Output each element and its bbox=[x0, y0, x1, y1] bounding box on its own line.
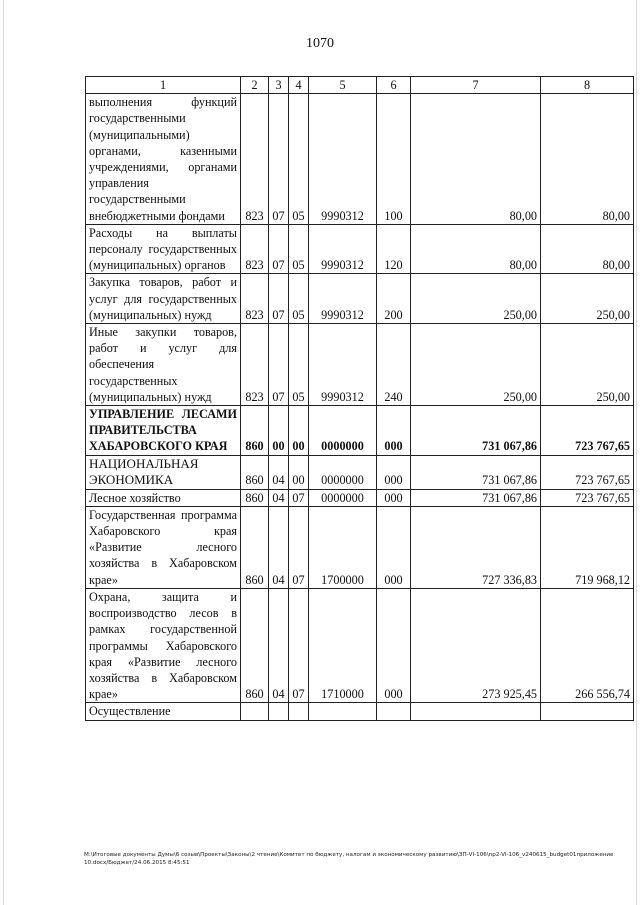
row-value-cell: 00 bbox=[289, 406, 309, 456]
row-value-cell: 266 556,74 bbox=[541, 588, 634, 702]
row-value-cell: 823 bbox=[241, 94, 269, 225]
row-value-cell: 727 336,83 bbox=[411, 506, 541, 588]
row-value-cell: 9990312 bbox=[309, 224, 377, 274]
row-name-cell: УПРАВЛЕНИЕ ЛЕСАМИ ПРАВИТЕЛЬСТВА ХАБАРОВСКОГО КРАЯ bbox=[86, 406, 241, 456]
row-value-cell bbox=[309, 703, 377, 720]
row-value-cell: 0000000 bbox=[309, 406, 377, 456]
header-cell: 1 bbox=[86, 77, 241, 94]
row-value-cell bbox=[241, 703, 269, 720]
row-value-cell: 9990312 bbox=[309, 274, 377, 324]
row-value-cell: 000 bbox=[377, 588, 411, 702]
row-value-cell: 05 bbox=[289, 274, 309, 324]
table-row bbox=[86, 324, 634, 406]
row-value-cell bbox=[377, 703, 411, 720]
header-cell: 6 bbox=[377, 77, 411, 94]
row-value-cell: 731 067,86 bbox=[411, 489, 541, 506]
row-value-cell bbox=[289, 703, 309, 720]
row-value-cell: 860 bbox=[241, 489, 269, 506]
header-cell: 7 bbox=[411, 77, 541, 94]
row-value-cell: 00 bbox=[269, 406, 289, 456]
row-value-cell: 120 bbox=[377, 224, 411, 274]
row-value-cell: 000 bbox=[377, 506, 411, 588]
table-row bbox=[86, 506, 634, 588]
row-value-cell: 000 bbox=[377, 406, 411, 456]
header-cell: 5 bbox=[309, 77, 377, 94]
row-name-cell: Закупка товаров, работ и услуг для государственных (муниципальных) нужд bbox=[86, 274, 241, 324]
row-name-cell: выполнения функций государственными (муниципальными) органами, казенными учреждениями, органами управления государственными внебюджетными фондами bbox=[86, 94, 241, 225]
row-name-cell: Охрана, защита и воспроизводство лесов в рамках государственной программы Хабаровского края «Развитие лесного хозяйства в Хабаровском крае» bbox=[86, 588, 241, 702]
row-value-cell bbox=[269, 703, 289, 720]
table-body bbox=[86, 77, 634, 721]
row-name-cell: Осуществление bbox=[86, 703, 241, 720]
table-row bbox=[86, 274, 634, 324]
row-value-cell: 07 bbox=[289, 506, 309, 588]
row-value-cell: 100 bbox=[377, 94, 411, 225]
row-value-cell: 723 767,65 bbox=[541, 455, 634, 489]
header-row bbox=[86, 77, 634, 94]
row-value-cell: 731 067,86 bbox=[411, 455, 541, 489]
table-row bbox=[86, 224, 634, 274]
row-name-cell: Расходы на выплаты персоналу государственных (муниципальных) органов bbox=[86, 224, 241, 274]
row-value-cell: 1710000 bbox=[309, 588, 377, 702]
table-row bbox=[86, 406, 634, 456]
row-value-cell bbox=[411, 703, 541, 720]
row-value-cell: 273 925,45 bbox=[411, 588, 541, 702]
row-value-cell: 05 bbox=[289, 94, 309, 225]
row-value-cell: 000 bbox=[377, 489, 411, 506]
page-number: 1070 bbox=[306, 36, 334, 51]
row-value-cell: 07 bbox=[269, 224, 289, 274]
row-value-cell: 07 bbox=[269, 324, 289, 406]
row-value-cell: 07 bbox=[289, 489, 309, 506]
row-value-cell: 04 bbox=[269, 455, 289, 489]
row-value-cell: 80,00 bbox=[541, 94, 634, 225]
row-value-cell: 04 bbox=[269, 489, 289, 506]
header-cell: 2 bbox=[241, 77, 269, 94]
row-value-cell: 04 bbox=[269, 588, 289, 702]
row-value-cell: 80,00 bbox=[411, 224, 541, 274]
row-value-cell: 860 bbox=[241, 455, 269, 489]
table-row bbox=[86, 489, 634, 506]
row-name-cell: Иные закупки товаров, работ и услуг для обеспечения государственных (муниципальных) нужд bbox=[86, 324, 241, 406]
budget-table bbox=[85, 76, 634, 721]
row-value-cell: 80,00 bbox=[411, 94, 541, 225]
row-value-cell: 04 bbox=[269, 506, 289, 588]
row-value-cell bbox=[541, 703, 634, 720]
row-value-cell: 200 bbox=[377, 274, 411, 324]
row-value-cell: 823 bbox=[241, 324, 269, 406]
row-value-cell: 0000000 bbox=[309, 489, 377, 506]
row-value-cell: 860 bbox=[241, 406, 269, 456]
row-value-cell: 07 bbox=[269, 274, 289, 324]
row-value-cell: 823 bbox=[241, 224, 269, 274]
row-value-cell: 250,00 bbox=[411, 324, 541, 406]
table-row bbox=[86, 588, 634, 702]
header-cell: 3 bbox=[269, 77, 289, 94]
table-row bbox=[86, 455, 634, 489]
row-value-cell: 0000000 bbox=[309, 455, 377, 489]
row-value-cell: 719 968,12 bbox=[541, 506, 634, 588]
row-name-cell: Государственная программа Хабаровского края «Развитие лесного хозяйства в Хабаровском крае» bbox=[86, 506, 241, 588]
row-value-cell: 00 bbox=[289, 455, 309, 489]
header-cell: 8 bbox=[541, 77, 634, 94]
file-path-footer: M:\Итоговые документы Думы\6 созыв\Проекты\Законы\2 чтение\Комитет по бюджету, налогам и экономическому развитию\ЗП-VI-106\np2-VI-106_v240615_budget01приложение10.docx/Бюджет/24.06.2015 8:45:51 bbox=[84, 852, 614, 866]
row-value-cell: 05 bbox=[289, 224, 309, 274]
row-value-cell: 80,00 bbox=[541, 224, 634, 274]
header-cell: 4 bbox=[289, 77, 309, 94]
row-value-cell: 240 bbox=[377, 324, 411, 406]
row-value-cell: 250,00 bbox=[541, 274, 634, 324]
row-name-cell: НАЦИОНАЛЬНАЯ ЭКОНОМИКА bbox=[86, 455, 241, 489]
row-value-cell: 250,00 bbox=[411, 274, 541, 324]
row-value-cell: 823 bbox=[241, 274, 269, 324]
row-value-cell: 1700000 bbox=[309, 506, 377, 588]
row-value-cell: 9990312 bbox=[309, 94, 377, 225]
row-value-cell: 07 bbox=[269, 94, 289, 225]
row-value-cell: 723 767,65 bbox=[541, 406, 634, 456]
row-value-cell: 000 bbox=[377, 455, 411, 489]
row-name-cell: Лесное хозяйство bbox=[86, 489, 241, 506]
table-row bbox=[86, 94, 634, 225]
row-value-cell: 723 767,65 bbox=[541, 489, 634, 506]
row-value-cell: 9990312 bbox=[309, 324, 377, 406]
row-value-cell: 731 067,86 bbox=[411, 406, 541, 456]
row-value-cell: 860 bbox=[241, 506, 269, 588]
row-value-cell: 05 bbox=[289, 324, 309, 406]
row-value-cell: 860 bbox=[241, 588, 269, 702]
row-value-cell: 250,00 bbox=[541, 324, 634, 406]
row-value-cell: 07 bbox=[289, 588, 309, 702]
table-row bbox=[86, 703, 634, 720]
